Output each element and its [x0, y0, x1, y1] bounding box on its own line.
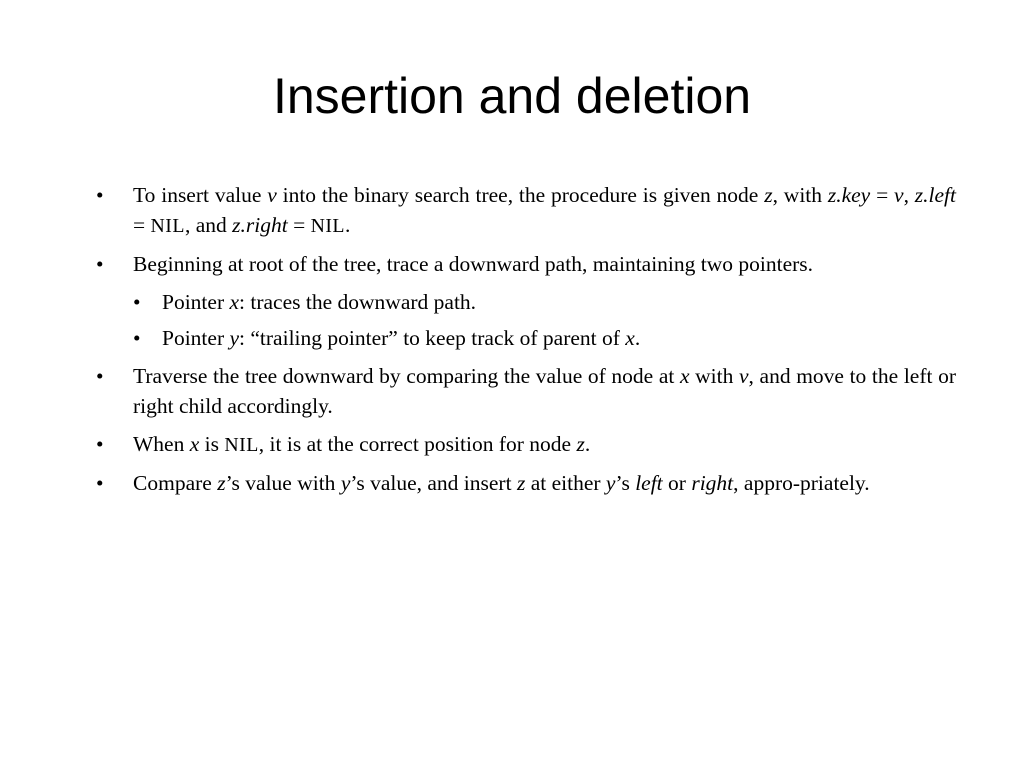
- bullet-text: To insert value ν into the binary search tree, the procedure is given node z, with z.key = ν, z.left = NIL, and z.right = NIL.: [133, 183, 957, 237]
- slide-title: Insertion and deletion: [272, 68, 752, 124]
- bullet-traverse: [96, 361, 956, 421]
- sub-bullet-text: Pointer y: “trailing pointer” to keep track of parent of x.: [162, 326, 641, 350]
- bullet-insert-value: [96, 180, 956, 241]
- bullet-marker: •: [96, 432, 104, 456]
- bullet-marker: •: [96, 252, 104, 276]
- bullet-text: When x is NIL, it is at the correct position for node z.: [133, 432, 591, 456]
- bullet-compare-insert: [96, 468, 956, 498]
- bullet-marker: •: [96, 364, 104, 388]
- sub-bullet-list: [133, 287, 956, 353]
- sub-bullet-pointer-y: [133, 323, 956, 353]
- bullet-text: Compare z’s value with y’s value, and insert z at either y’s left or right, appro-priately.: [133, 471, 870, 495]
- slide-body: [96, 180, 956, 506]
- bullet-when-nil: [96, 429, 956, 460]
- sub-bullet-pointer-x: [133, 287, 956, 317]
- bullet-trace-path: [96, 249, 956, 279]
- bullet-marker: •: [96, 471, 104, 495]
- sub-bullet-marker: •: [133, 326, 141, 350]
- bullet-marker: •: [96, 183, 104, 207]
- sub-bullet-marker: •: [133, 290, 141, 314]
- bullet-text: Traverse the tree downward by comparing the value of node at x with ν, and move to the left or right child accordingly.: [133, 364, 956, 418]
- bullet-text: Beginning at root of the tree, trace a downward path, maintaining two pointers.: [133, 252, 814, 276]
- sub-bullet-text: Pointer x: traces the downward path.: [162, 290, 477, 314]
